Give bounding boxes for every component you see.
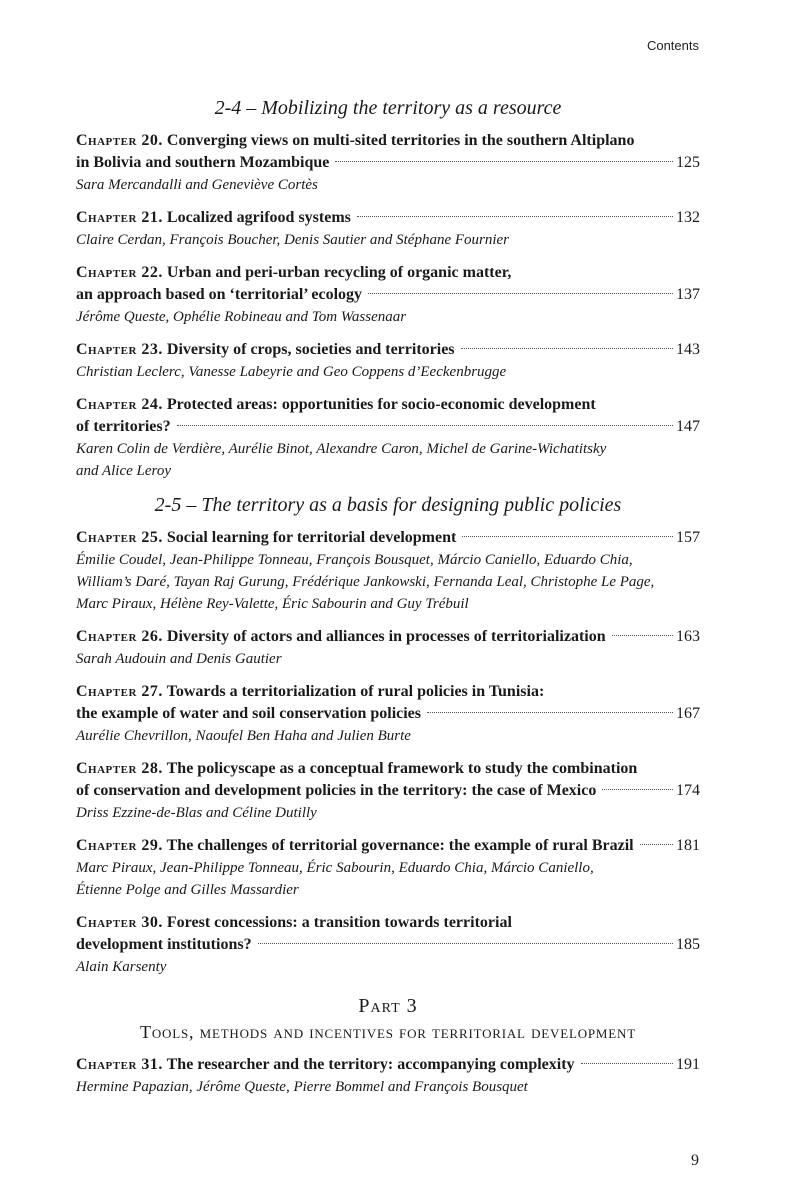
- chapter-title-line: [76, 130, 700, 152]
- chapter-title: Protected areas: opportunities for socio-economic development: [166, 396, 596, 413]
- chapter-title-line: [76, 912, 700, 934]
- chapter-title-line: [76, 416, 700, 438]
- chapter-label: Chapter 22.: [76, 264, 163, 281]
- chapter-title: Converging views on multi-sited territories in the southern Altiplano: [166, 132, 635, 149]
- chapter-title-line: [76, 835, 700, 857]
- toc-entry[interactable]: [76, 527, 700, 615]
- chapter-title-line: [76, 284, 700, 306]
- part-heading: Part 3: [358, 995, 418, 1017]
- page-ref: 125: [676, 154, 700, 171]
- page-ref: 163: [676, 628, 700, 645]
- chapter-authors: Alain Karsenty: [76, 959, 167, 975]
- chapter-authors: Étienne Polge and Gilles Massardier: [76, 882, 299, 898]
- section-heading: 2-4 – Mobilizing the territory as a resource: [214, 97, 562, 119]
- chapter-label: Chapter 28.: [76, 760, 163, 777]
- chapter-title: in Bolivia and southern Mozambique: [76, 154, 330, 171]
- chapter-authors: Claire Cerdan, François Boucher, Denis Sautier and Stéphane Fournier: [76, 232, 510, 248]
- toc-entry[interactable]: [76, 912, 700, 978]
- chapter-title-line: [76, 758, 700, 780]
- dot-leader: [258, 943, 673, 944]
- dot-leader: [581, 1063, 673, 1064]
- toc-entry[interactable]: [76, 207, 700, 251]
- page-number: 9: [691, 1152, 699, 1169]
- chapter-authors: Sarah Audouin and Denis Gautier: [76, 651, 282, 667]
- chapter-authors: Hermine Papazian, Jérôme Queste, Pierre Bommel and François Bousquet: [76, 1079, 528, 1095]
- chapter-label: Chapter 31.: [76, 1056, 163, 1073]
- dot-leader: [602, 789, 673, 790]
- chapter-title-line: [76, 626, 700, 648]
- toc-entry[interactable]: [76, 626, 700, 670]
- chapter-title: development institutions?: [76, 936, 252, 953]
- toc-entry[interactable]: [76, 835, 700, 901]
- toc-entry[interactable]: [76, 394, 700, 482]
- page-ref: 157: [676, 529, 700, 546]
- chapter-title-line: [76, 703, 700, 725]
- chapter-label: Chapter 26.: [76, 628, 163, 645]
- toc-entry[interactable]: [76, 681, 700, 747]
- chapter-label: Chapter 29.: [76, 837, 163, 854]
- dot-leader: [640, 844, 673, 845]
- chapter-title-line: [76, 934, 700, 956]
- page-ref: 147: [676, 418, 700, 435]
- chapter-label: Chapter 27.: [76, 683, 163, 700]
- chapter-title: Urban and peri-urban recycling of organic matter,: [166, 264, 512, 281]
- toc-entry[interactable]: [76, 1054, 700, 1098]
- chapter-title-line: [76, 152, 700, 174]
- chapter-title: Towards a territorialization of rural policies in Tunisia:: [166, 683, 545, 700]
- chapter-authors: William’s Daré, Tayan Raj Gurung, Frédérique Jankowski, Fernanda Leal, Christophe Le Page,: [76, 574, 655, 590]
- chapter-authors: Driss Ezzine-de-Blas and Céline Dutilly: [76, 805, 317, 821]
- chapter-title-line: [76, 262, 700, 284]
- chapter-label: Chapter 25.: [76, 529, 163, 546]
- dot-leader: [357, 216, 673, 217]
- dot-leader: [462, 536, 673, 537]
- table-of-contents: [76, 96, 700, 1109]
- toc-entry[interactable]: [76, 758, 700, 824]
- chapter-authors: and Alice Leroy: [76, 463, 171, 479]
- dot-leader: [177, 425, 673, 426]
- running-header: Contents: [646, 38, 699, 53]
- chapter-title-line: [76, 681, 700, 703]
- chapter-title: Diversity of actors and alliances in processes of territorialization: [166, 628, 606, 645]
- chapter-title-line: [76, 780, 700, 802]
- page-ref: 185: [676, 936, 700, 953]
- page-ref: 191: [676, 1056, 700, 1073]
- chapter-title: The policyscape as a conceptual framework to study the combination: [166, 760, 638, 777]
- chapter-title: Forest concessions: a transition towards territorial: [166, 914, 512, 931]
- chapter-authors: Marc Piraux, Hélène Rey-Valette, Éric Sabourin and Guy Trébuil: [76, 596, 469, 612]
- dot-leader: [368, 293, 673, 294]
- chapter-authors: Christian Leclerc, Vanesse Labeyrie and Geo Coppens d’Eeckenbrugge: [76, 364, 507, 380]
- chapter-authors: Sara Mercandalli and Geneviève Cortès: [76, 177, 318, 193]
- chapter-title-line: [76, 207, 700, 229]
- section-heading: 2-5 – The territory as a basis for designing public policies: [154, 494, 622, 516]
- part-title: Tools, methods and incentives for territorial development: [140, 1022, 636, 1042]
- chapter-authors: Karen Colin de Verdière, Aurélie Binot, Alexandre Caron, Michel de Garine-Wichatitsky: [76, 441, 607, 457]
- dot-leader: [612, 635, 673, 636]
- chapter-title-line: [76, 527, 700, 549]
- chapter-title: Localized agrifood systems: [166, 209, 351, 226]
- chapter-title-line: [76, 1054, 700, 1076]
- chapter-title-line: [76, 339, 700, 361]
- dot-leader: [335, 161, 673, 162]
- page-ref: 167: [676, 705, 700, 722]
- chapter-label: Chapter 20.: [76, 132, 163, 149]
- chapter-title: Diversity of crops, societies and territories: [166, 341, 455, 358]
- chapter-title: Social learning for territorial development: [166, 529, 457, 546]
- chapter-label: Chapter 24.: [76, 396, 163, 413]
- toc-entry[interactable]: [76, 262, 700, 328]
- chapter-title: of territories?: [76, 418, 171, 435]
- toc-entry[interactable]: [76, 339, 700, 383]
- chapter-title: the example of water and soil conservation policies: [76, 705, 422, 722]
- dot-leader: [427, 712, 673, 713]
- chapter-label: Chapter 21.: [76, 209, 163, 226]
- chapter-title: an approach based on ‘territorial’ ecology: [76, 286, 363, 303]
- chapter-authors: Marc Piraux, Jean-Philippe Tonneau, Éric Sabourin, Eduardo Chia, Márcio Caniello,: [76, 860, 594, 876]
- chapter-authors: Aurélie Chevrillon, Naoufel Ben Haha and Julien Burte: [76, 728, 411, 744]
- chapter-title: The challenges of territorial governance: the example of rural Brazil: [166, 837, 634, 854]
- page-ref: 174: [676, 782, 700, 799]
- chapter-title-line: [76, 394, 700, 416]
- page-ref: 137: [676, 286, 700, 303]
- chapter-label: Chapter 23.: [76, 341, 163, 358]
- chapter-authors: Jérôme Queste, Ophélie Robineau and Tom Wassenaar: [76, 309, 407, 325]
- chapter-label: Chapter 30.: [76, 914, 163, 931]
- page-ref: 181: [676, 837, 700, 854]
- chapter-title: of conservation and development policies in the territory: the case of Mexico: [76, 782, 597, 799]
- dot-leader: [461, 348, 673, 349]
- page-ref: 143: [676, 341, 700, 358]
- toc-entry[interactable]: [76, 130, 700, 196]
- page-ref: 132: [676, 209, 700, 226]
- chapter-title: The researcher and the territory: accompanying complexity: [166, 1056, 575, 1073]
- chapter-authors: Émilie Coudel, Jean-Philippe Tonneau, François Bousquet, Márcio Caniello, Eduardo Chia,: [76, 552, 633, 568]
